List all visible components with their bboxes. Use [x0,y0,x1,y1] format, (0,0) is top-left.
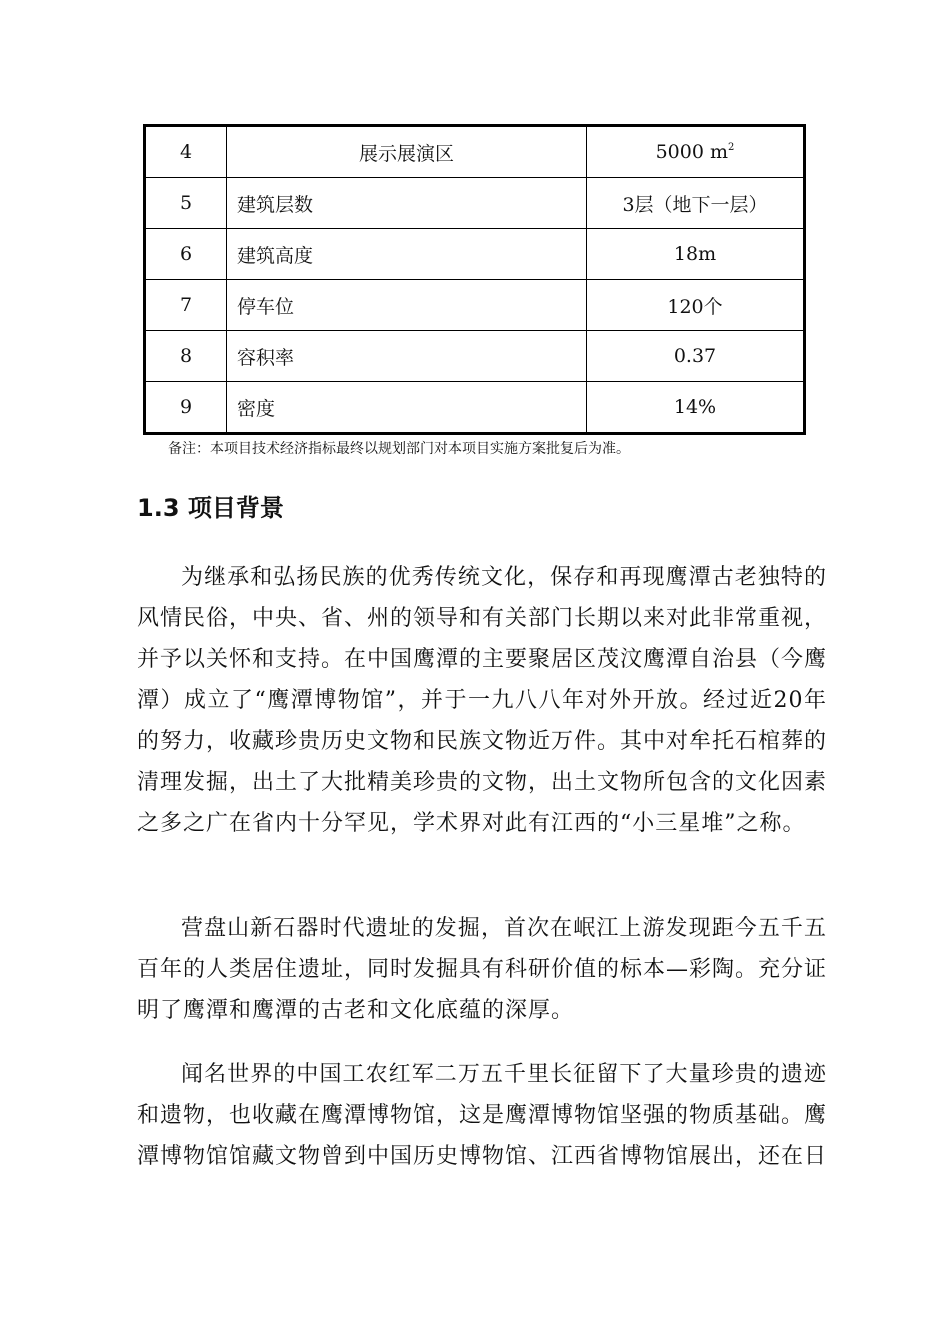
row-number: 9 [145,382,227,434]
row-item: 展示展演区 [227,126,587,178]
row-number: 8 [145,331,227,382]
row-value: 120个 [587,280,805,331]
row-value: 0.37 [587,331,805,382]
row-value: 14% [587,382,805,434]
table-row [145,280,805,331]
paragraph: 营盘山新石器时代遗址的发掘，首次在岷江上游发现距今五千五百年的人类居住遗址，同时发掘具有科研价值的标本—彩陶。充分证明了鹰潭和鹰潭的古老和文化底蕴的深厚。 [137,916,828,1023]
row-item: 建筑高度 [227,229,587,280]
row-value [587,126,805,178]
row-number: 5 [145,178,227,229]
row-item: 建筑层数 [227,178,587,229]
value-superscript: 2 [728,142,735,153]
row-number: 7 [145,280,227,331]
table-row [145,331,805,382]
row-item: 容积率 [227,331,587,382]
value-text: 5000 m [655,141,729,163]
table-row [145,382,805,434]
table-row [145,178,805,229]
section-heading: 1.3 项目背景 [137,494,284,522]
row-number: 6 [145,229,227,280]
row-value: 18m [587,229,805,280]
table-row [145,126,805,178]
paragraph: 为继承和弘扬民族的优秀传统文化，保存和再现鹰潭古老独特的风情民俗，中央、省、州的领导和有关部门长期以来对此非常重视，并予以关怀和支持。在中国鹰潭的主要聚居区茂汶鹰潭自治县（今鹰潭）成立了“鹰潭博物馆”，并于一九八八年对外开放。经过近20年的努力，收藏珍贵历史文物和民族文物近万件。其中对牟托石棺葬的清理发掘，出土了大批精美珍贵的文物，出土文物所包含的文化因素之多之广在省内十分罕见，学术界对此有江西的“小三星堆”之称。 [137,565,828,836]
paragraph: 闻名世界的中国工农红军二万五千里长征留下了大量珍贵的遗迹和遗物，也收藏在鹰潭博物馆，这是鹰潭博物馆坚强的物质基础。鹰潭博物馆馆藏文物曾到中国历史博物馆、江西省博物馆展出，还在日 [137,1062,828,1169]
row-value: 3层（地下一层） [587,178,805,229]
row-item: 密度 [227,382,587,434]
row-number: 4 [145,126,227,178]
table-row [145,229,805,280]
row-item: 停车位 [227,280,587,331]
indicator-table [143,124,806,435]
table-note: 备注：本项目技术经济指标最终以规划部门对本项目实施方案批复后为准。 [168,441,630,457]
